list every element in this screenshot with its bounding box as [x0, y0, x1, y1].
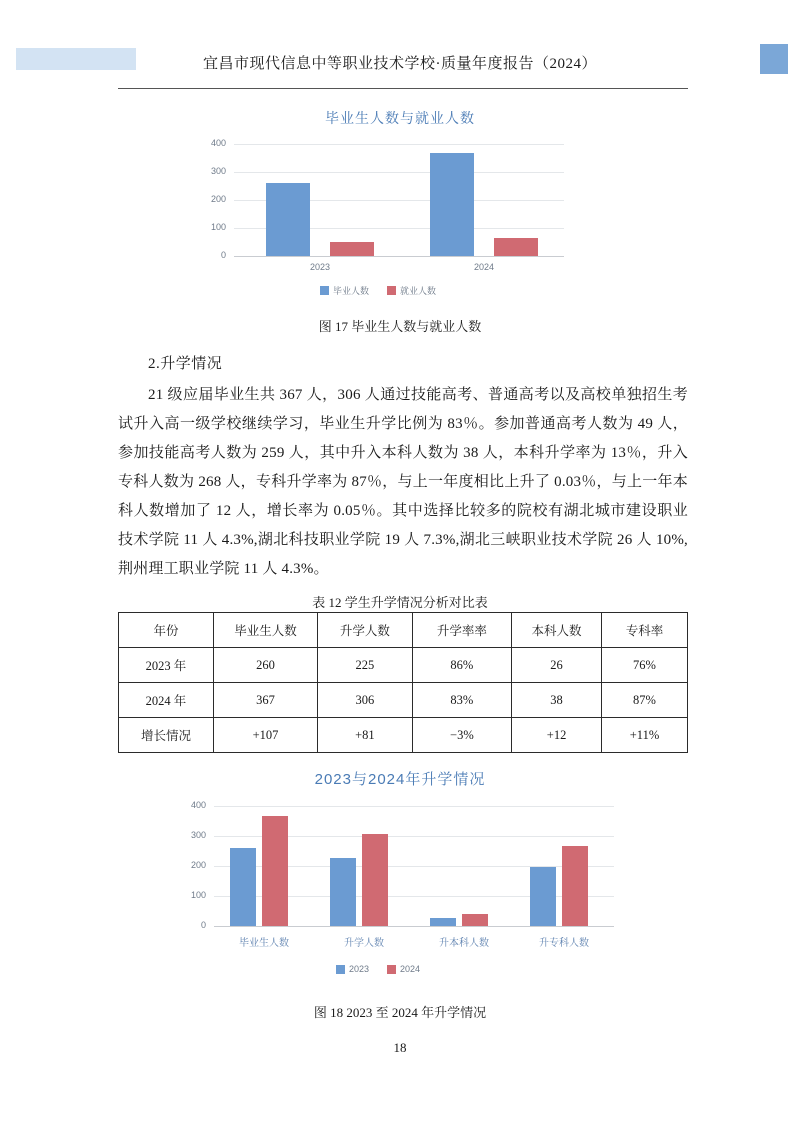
table-cell: 76%: [601, 648, 687, 683]
figure2-caption: 图 18 2023 至 2024 年升学情况: [313, 1005, 487, 1020]
chart2-legend-item-2024: [387, 964, 420, 974]
chart2-xtick-graduates: 毕业生人数: [239, 938, 289, 949]
chart1-ytick-0: 0: [220, 250, 226, 260]
chart2-ytick-0: 0: [200, 920, 206, 930]
chart2-plot-area: [150, 800, 650, 974]
table-header-cell: 毕业生人数: [213, 613, 317, 648]
chart1-plot-area: [170, 138, 630, 296]
chart2-xtick-college: 升专科人数: [539, 938, 589, 949]
section-paragraph: 21 级应届毕业生共 367 人，306 人通过技能高考、普通高考以及高校单独招生考试升入高一级学校继续学习，毕业生升学比例为 83％。参加普通高考人数为 49 人，参加技能高考人数为 259 人，其中升入本科人数为 38 人，本科升学率为 13％，升入专科人数为 268 人，专科升学率为 87％，与上一年度相比上升了 0.03％，与上一年本科人数增加了 12 人，增长率为 0.05％。其中选择比较多的院校有湖北城市建设职业技术学院 11 人 4.3%,湖北科技职业学院 19 人 7.3%,湖北三峡职业技术学院 26 人 10%,荆州理工职业学院 11 人 4.3%。: [118, 387, 688, 577]
chart2-ytick-400: 400: [190, 800, 206, 810]
table-cell: 增长情况: [119, 718, 214, 753]
table-cell: +81: [318, 718, 413, 753]
figure-graduates-employment: [170, 108, 630, 308]
chart1-ytick-200: 200: [210, 194, 226, 204]
bar-enrolled-2023: [330, 858, 356, 926]
header-divider: [118, 88, 688, 89]
bar-college-2023: [530, 867, 556, 926]
table-cell: −3%: [412, 718, 511, 753]
chart1-axis-baseline: [234, 256, 564, 257]
legend-swatch-icon: [320, 286, 329, 295]
table-cell: 2024 年: [119, 683, 214, 718]
table-caption: 表 12 学生升学情况分析对比表: [312, 595, 488, 610]
bar-college-2024: [562, 846, 588, 926]
chart1-legend-label-employed: 就业人数: [400, 286, 437, 296]
chart2-legend-label-2024: 2024: [400, 964, 421, 974]
section-heading: 2.升学情况: [148, 356, 223, 372]
chart1-legend: [320, 284, 450, 297]
table-header-cell: 专科率: [601, 613, 687, 648]
table-cell: 87%: [601, 683, 687, 718]
enrollment-comparison-table: [118, 612, 688, 753]
chart2-legend-item-2023: [336, 964, 369, 974]
bar-graduates-2023: [230, 848, 256, 926]
table-cell: 225: [318, 648, 413, 683]
chart2-title: 2023与2024年升学情况: [314, 771, 486, 788]
table-cell: 367: [213, 683, 317, 718]
table-cell: 38: [512, 683, 602, 718]
bar-2023-employed: [330, 242, 374, 256]
chart1-ytick-400: 400: [210, 138, 226, 148]
legend-swatch-icon: [387, 286, 396, 295]
legend-swatch-icon: [387, 965, 396, 974]
chart1-legend-item-employed: [387, 284, 436, 297]
table-row: [119, 683, 688, 718]
chart2-ytick-100: 100: [190, 890, 206, 900]
chart1-title: 毕业生人数与就业人数: [325, 110, 475, 126]
table-cell: 26: [512, 648, 602, 683]
chart1-xtick-2023: 2023: [309, 262, 331, 272]
table-header-row: [119, 613, 688, 648]
table-cell: 2023 年: [119, 648, 214, 683]
bar-2023-graduates: [266, 183, 310, 256]
table-row: [119, 718, 688, 753]
page-header-title: 宜昌市现代信息中等职业技术学校·质量年度报告（2024）: [203, 56, 597, 72]
bar-2024-graduates: [430, 153, 474, 256]
table-header-cell: 升学人数: [318, 613, 413, 648]
chart1-ytick-100: 100: [210, 222, 226, 232]
chart1-xtick-2024: 2024: [473, 262, 495, 272]
chart2-ytick-200: 200: [190, 860, 206, 870]
figure1-caption: 图 17 毕业生人数与就业人数: [318, 319, 482, 334]
bar-enrolled-2024: [362, 834, 388, 926]
chart2-xtick-enrolled: 升学人数: [344, 938, 384, 949]
bar-2024-employed: [494, 238, 538, 256]
chart1-legend-label-graduates: 毕业人数: [333, 286, 370, 296]
figure-enrollment-comparison: [150, 768, 650, 978]
table-cell: 86%: [412, 648, 511, 683]
table-cell: 306: [318, 683, 413, 718]
table-cell: +12: [512, 718, 602, 753]
bar-graduates-2024: [262, 816, 288, 926]
chart2-bars: [214, 806, 614, 926]
bar-undergrad-2023: [430, 918, 456, 926]
page-number: 18: [393, 1040, 407, 1055]
chart2-legend: [336, 964, 434, 974]
table-cell: +11%: [601, 718, 687, 753]
table-cell: 83%: [412, 683, 511, 718]
table-cell: +107: [213, 718, 317, 753]
chart2-xtick-undergrad: 升本科人数: [439, 938, 489, 949]
chart1-ytick-300: 300: [210, 166, 226, 176]
table-row: [119, 648, 688, 683]
table-header-cell: 年份: [119, 613, 214, 648]
table-header-cell: 升学率率: [412, 613, 511, 648]
chart1-legend-item-graduates: [320, 284, 369, 297]
chart2-axis-baseline: [214, 926, 614, 927]
chart2-legend-label-2023: 2023: [349, 964, 370, 974]
bar-undergrad-2024: [462, 914, 488, 926]
chart1-bars: [234, 144, 564, 256]
legend-swatch-icon: [336, 965, 345, 974]
table-cell: 260: [213, 648, 317, 683]
table-header-cell: 本科人数: [512, 613, 602, 648]
chart2-ytick-300: 300: [190, 830, 206, 840]
